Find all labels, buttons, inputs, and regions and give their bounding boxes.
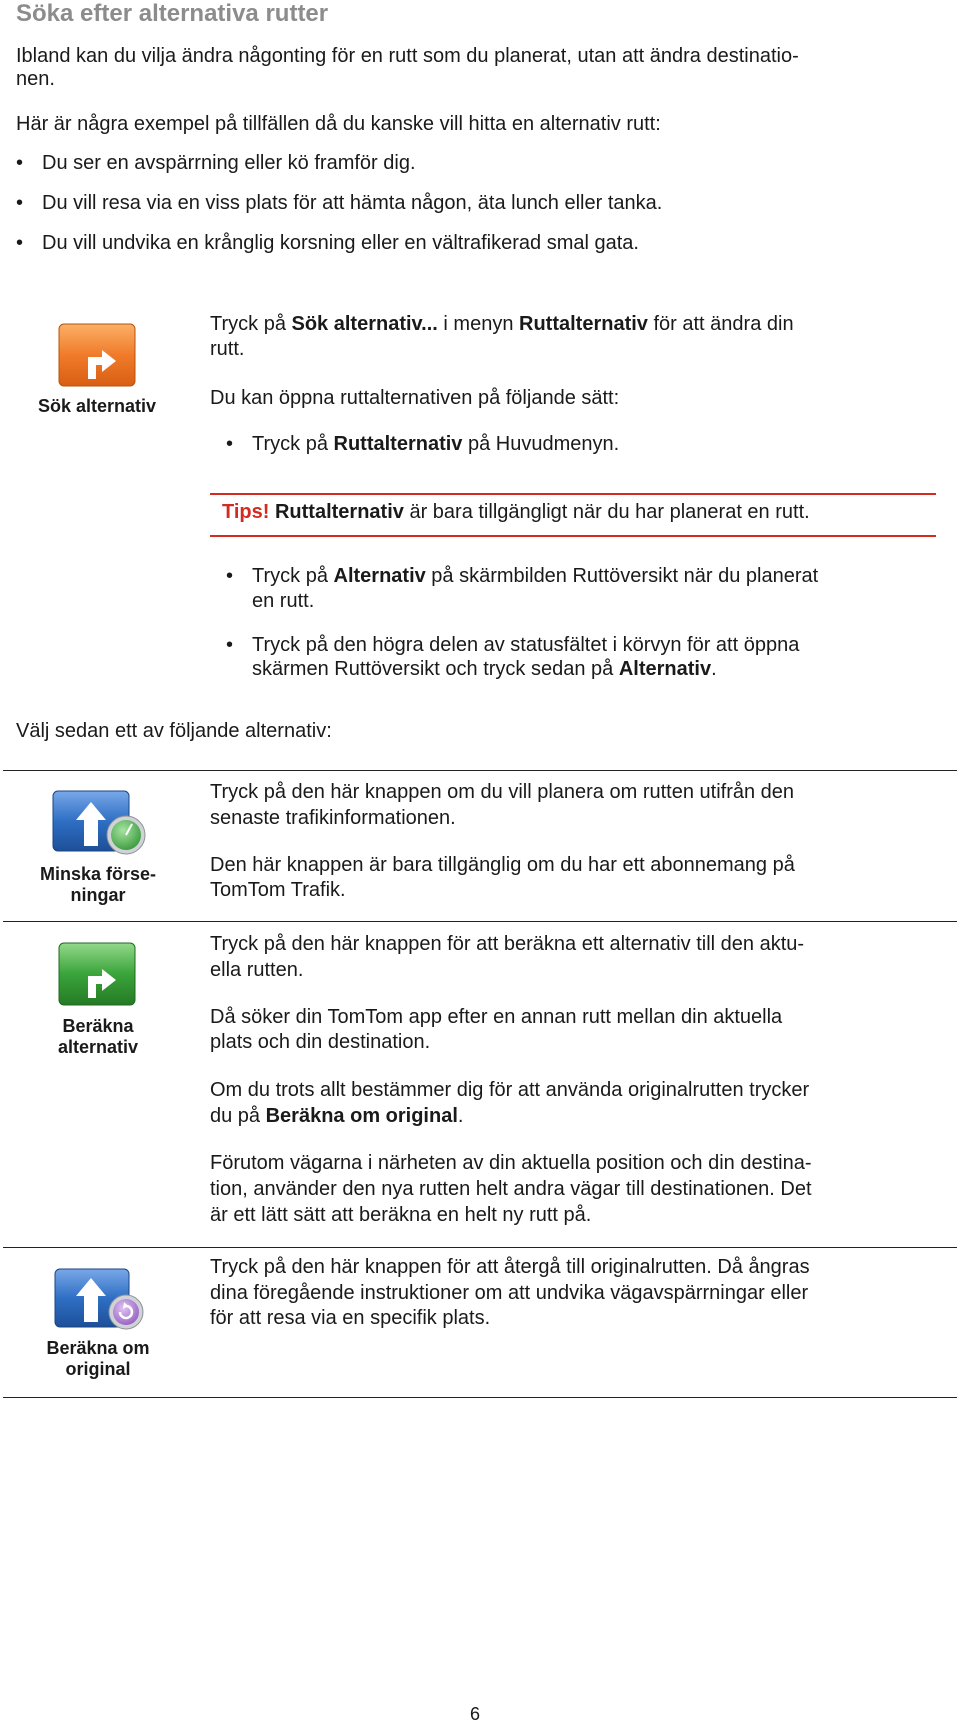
table-rule: [3, 921, 957, 922]
option-text: du på Beräkna om original.: [210, 1105, 464, 1127]
orange-route-turn-icon[interactable]: [58, 323, 136, 394]
option-text: plats och din destination.: [210, 1031, 431, 1053]
option-text: Tryck på den här knappen för att återgå till originalrutten. Då ångras: [210, 1256, 810, 1278]
intro-line-1: Ibland kan du vilja ändra någonting för en rutt som du planerat, utan att ändra destinatio-: [16, 45, 799, 67]
option-text: tion, använder den nya rutten helt andra vägar till destinationen. Det: [210, 1178, 812, 1200]
option-text: Om du trots allt bestämmer dig för att använda originalrutten trycker: [210, 1079, 810, 1101]
blue-route-clock-icon[interactable]: [52, 790, 148, 865]
bullet-continuation: en rutt.: [252, 590, 315, 612]
option-label: Beräkna om original: [46, 1338, 150, 1379]
option-label: Minska förse- ningar: [39, 864, 157, 905]
table-rule: [3, 1247, 957, 1248]
option-text: för att resa via en specifik plats.: [210, 1307, 491, 1329]
tips-note: Tips! Ruttalternativ är bara tillgängligt när du har planerat en rutt.: [222, 501, 810, 523]
option-label: Beräkna alternativ: [57, 1016, 139, 1057]
option-text: dina föregående instruktioner om att undvika vägavspärrningar eller: [210, 1282, 809, 1304]
choose-lead: Välj sedan ett av följande alternativ:: [16, 720, 332, 742]
table-rule: [3, 1397, 957, 1398]
bullet-icon: •: [16, 232, 24, 254]
page-title: Söka efter alternativa rutter: [16, 0, 329, 27]
bullet-icon: •: [226, 433, 234, 455]
option-text: Förutom vägarna i närheten av din aktuella position och din destina-: [210, 1152, 812, 1174]
option-text: är ett lätt sätt att beräkna en helt ny rutt på.: [210, 1204, 592, 1226]
option-text: ella rutten.: [210, 959, 304, 981]
option-text: senaste trafikinformationen.: [210, 807, 456, 829]
bullet-continuation: skärmen Ruttöversikt och tryck sedan på Alternativ.: [252, 658, 717, 680]
option-text: Den här knappen är bara tillgänglig om du har ett abonnemang på: [210, 854, 795, 876]
option-text: TomTom Trafik.: [210, 879, 346, 901]
bullet-icon: •: [226, 634, 234, 656]
tips-bottom-rule: [210, 535, 936, 537]
examples-lead: Här är några exempel på tillfällen då du kanske vill hitta en alternativ rutt:: [16, 113, 661, 135]
bullet-icon: •: [16, 192, 24, 214]
bullet-icon: •: [226, 565, 234, 587]
sok-paragraph-1-line-2: rutt.: [210, 338, 245, 360]
option-text: Tryck på den här knappen om du vill planera om rutten utifrån den: [210, 781, 795, 803]
intro-line-2: nen.: [16, 68, 55, 90]
option-text: Då söker din TomTom app efter en annan rutt mellan din aktuella: [210, 1006, 783, 1028]
option-text: Tryck på den här knappen för att beräkna ett alternativ till den aktu-: [210, 933, 805, 955]
bullet-icon: •: [16, 152, 24, 174]
sok-paragraph-2: Du kan öppna ruttalternativen på följande sätt:: [210, 387, 620, 409]
blue-route-undo-icon[interactable]: [54, 1268, 146, 1339]
green-route-turn-icon[interactable]: [58, 942, 136, 1013]
sok-alternativ-label: Sök alternativ: [37, 396, 157, 416]
tips-top-rule: [210, 493, 936, 495]
table-rule: [3, 770, 957, 771]
page-number: 6: [470, 1704, 481, 1724]
sok-paragraph-1: Tryck på Sök alternativ... i menyn Ruttalternativ för att ändra din: [210, 313, 794, 335]
